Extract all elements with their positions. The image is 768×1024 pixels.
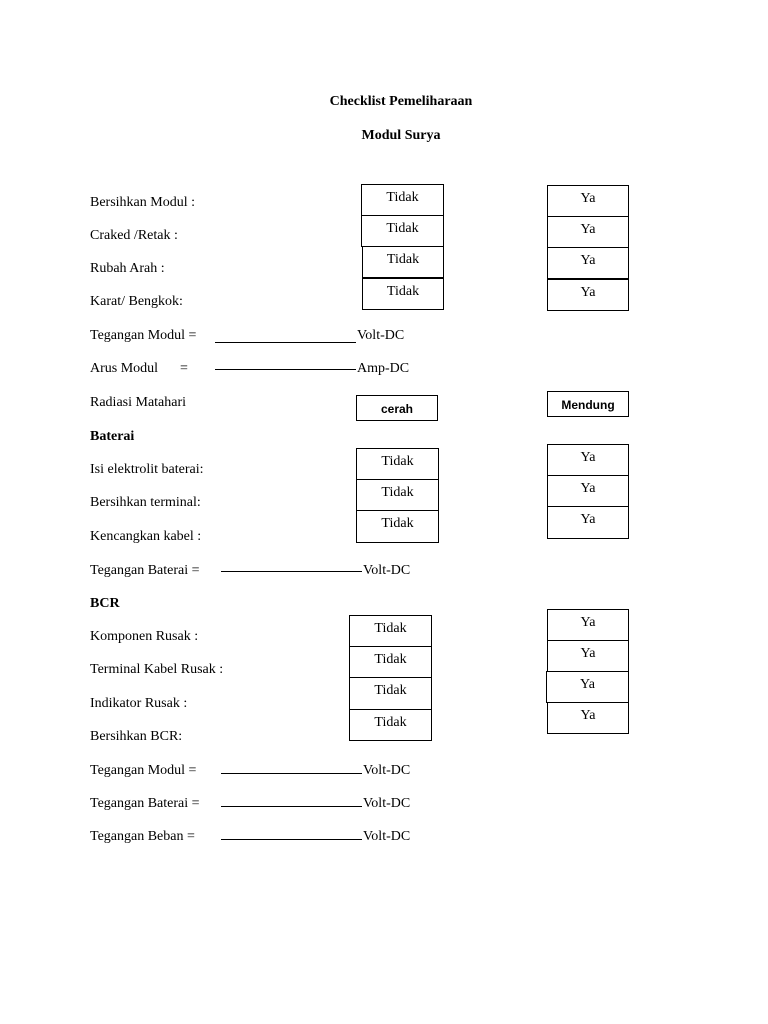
ya-checkbox-bersihkan-modul[interactable]: Ya xyxy=(547,185,629,217)
ya-checkbox-indikator-rusak[interactable]: Ya xyxy=(546,671,629,703)
tidak-checkbox-isi-elektrolit[interactable]: Tidak xyxy=(356,448,439,480)
tidak-checkbox-kencangkan-kabel[interactable]: Tidak xyxy=(356,510,439,543)
tidak-checkbox-craked-retak[interactable]: Tidak xyxy=(361,215,444,247)
bcr-tegangan-baterai-field[interactable] xyxy=(221,806,362,807)
bcr-tegangan-modul-label: Tegangan Modul = xyxy=(90,763,197,778)
radiasi-matahari-label: Radiasi Matahari xyxy=(90,395,187,410)
tidak-checkbox-komponen-rusak[interactable]: Tidak xyxy=(349,615,432,648)
tegangan-baterai-field[interactable] xyxy=(221,571,362,572)
radiasi-cerah-option[interactable]: cerah xyxy=(356,395,438,421)
bcr-tegangan-beban-field[interactable] xyxy=(221,839,362,840)
row-label-bersihkan-bcr: Bersihkan BCR: xyxy=(90,729,183,744)
tidak-checkbox-bersihkan-modul[interactable]: Tidak xyxy=(361,184,444,216)
bcr-tegangan-modul-unit: Volt-DC xyxy=(363,763,411,778)
radiasi-mendung-option[interactable]: Mendung xyxy=(547,391,629,417)
tegangan-modul-unit: Volt-DC xyxy=(357,328,405,343)
tidak-checkbox-rubah-arah[interactable]: Tidak xyxy=(362,246,444,278)
bcr-tegangan-baterai-unit: Volt-DC xyxy=(363,796,411,811)
row-label-indikator-rusak: Indikator Rusak : xyxy=(90,696,188,711)
arus-modul-label: Arus Modul xyxy=(90,361,159,376)
row-label-karat-bengkok: Karat/ Bengkok: xyxy=(90,294,183,309)
ya-checkbox-terminal-kabel-rusak[interactable]: Ya xyxy=(547,640,629,672)
ya-checkbox-kencangkan-kabel[interactable]: Ya xyxy=(547,506,629,539)
baterai-heading: Baterai xyxy=(90,429,135,444)
document-subtitle: Modul Surya xyxy=(361,128,441,143)
tidak-checkbox-indikator-rusak[interactable]: Tidak xyxy=(349,677,432,710)
tegangan-baterai-label: Tegangan Baterai = xyxy=(90,563,200,578)
bcr-heading: BCR xyxy=(90,596,120,611)
tegangan-baterai-unit: Volt-DC xyxy=(363,563,411,578)
bcr-tegangan-beban-unit: Volt-DC xyxy=(363,829,411,844)
row-label-isi-elektrolit: Isi elektrolit baterai: xyxy=(90,462,204,477)
bcr-tegangan-baterai-label: Tegangan Baterai = xyxy=(90,796,200,811)
row-label-bersihkan-modul: Bersihkan Modul : xyxy=(90,195,195,210)
ya-checkbox-isi-elektrolit[interactable]: Ya xyxy=(547,444,629,476)
bcr-tegangan-beban-label: Tegangan Beban = xyxy=(90,829,195,844)
ya-checkbox-komponen-rusak[interactable]: Ya xyxy=(547,609,629,641)
tidak-checkbox-terminal-kabel-rusak[interactable]: Tidak xyxy=(349,646,432,678)
tegangan-modul-label: Tegangan Modul = xyxy=(90,328,197,343)
document-title: Checklist Pemeliharaan xyxy=(329,94,473,109)
arus-modul-field[interactable] xyxy=(215,369,356,370)
arus-modul-equals: = xyxy=(180,361,188,376)
tidak-checkbox-bersihkan-terminal[interactable]: Tidak xyxy=(356,479,439,511)
ya-checkbox-bersihkan-bcr[interactable]: Ya xyxy=(547,702,629,734)
ya-checkbox-rubah-arah[interactable]: Ya xyxy=(547,247,629,279)
row-label-terminal-kabel-rusak: Terminal Kabel Rusak : xyxy=(90,662,224,677)
row-label-craked-retak: Craked /Retak : xyxy=(90,228,178,243)
tidak-checkbox-bersihkan-bcr[interactable]: Tidak xyxy=(349,709,432,741)
ya-checkbox-bersihkan-terminal[interactable]: Ya xyxy=(547,475,629,507)
row-label-kencangkan-kabel: Kencangkan kabel : xyxy=(90,529,202,544)
row-label-bersihkan-terminal: Bersihkan terminal: xyxy=(90,495,201,510)
row-label-rubah-arah: Rubah Arah : xyxy=(90,261,165,276)
bcr-tegangan-modul-field[interactable] xyxy=(221,773,362,774)
ya-checkbox-craked-retak[interactable]: Ya xyxy=(547,216,629,248)
row-label-komponen-rusak: Komponen Rusak : xyxy=(90,629,199,644)
tidak-checkbox-karat-bengkok[interactable]: Tidak xyxy=(362,278,444,310)
tegangan-modul-field[interactable] xyxy=(215,342,356,343)
ya-checkbox-karat-bengkok[interactable]: Ya xyxy=(547,279,629,311)
arus-modul-unit: Amp-DC xyxy=(357,361,410,376)
